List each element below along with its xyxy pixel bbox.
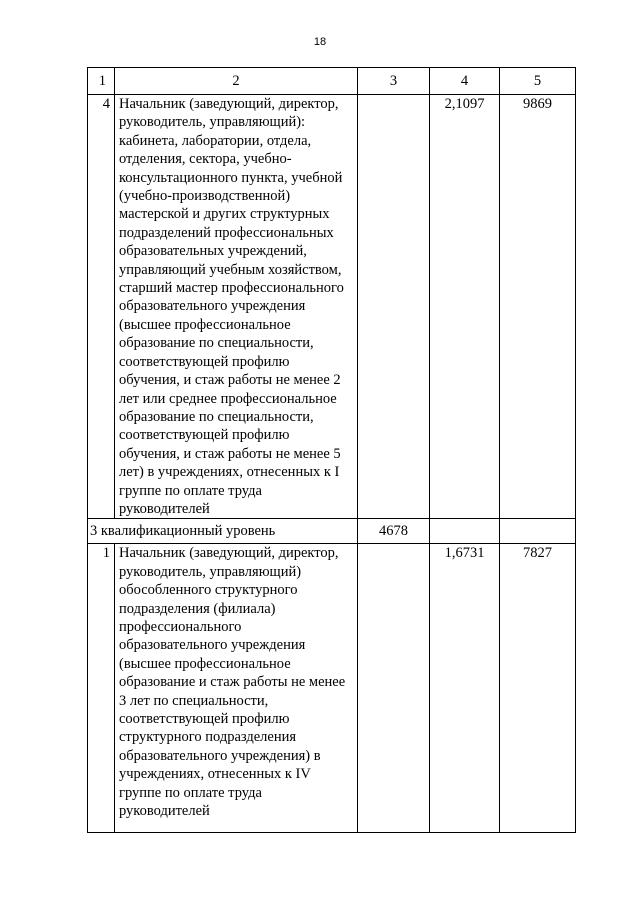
- table-row: [88, 95, 576, 519]
- row-salary: 7827: [500, 544, 576, 833]
- row-description: Начальник (заведующий, директор, руководитель, управляющий): кабинета, лаборатории, отдела, отделения, сектора, учебно-консультационного пункта, учебной (учебно-производственной) мастерской и других структурных подразделений профессиональных образовательных учреждений, управляющий учебным хозяйством, старший мастер профессионального образовательного учреждения (высшее профессиональное образование по специальности, соответствующей профилю обучения, и стаж работы не менее 2 лет или среднее профессиональное образование по специальности, соответствующей профилю обучения, и стаж работы не менее 5 лет) в учреждениях, отнесенных к I группе по оплате труда руководителей: [115, 95, 358, 519]
- row-coefficient: 2,1097: [430, 95, 500, 519]
- row-description: Начальник (заведующий, директор, руководитель, управляющий) обособленного структурного подразделения (филиала) профессионального образовательного учреждения (высшее профессиональное образование и стаж работы не менее 3 лет по специальности, соответствующей профилю структурного подразделения образовательного учреждения) в учреждениях, отнесенных к IV группе по оплате труда руководителей: [115, 544, 358, 833]
- table-header-row: [88, 68, 576, 95]
- table-row: [88, 544, 576, 833]
- qualification-level-label: 3 квалификационный уровень: [88, 519, 358, 544]
- salary-table: [87, 67, 576, 833]
- header-cell-2: 2: [115, 68, 358, 95]
- level-empty-cell-5: [500, 519, 576, 544]
- row-number: 1: [88, 544, 115, 833]
- page-number: 18: [313, 36, 327, 48]
- row-number: 4: [88, 95, 115, 519]
- header-cell-3: 3: [358, 68, 430, 95]
- qualification-level-base: 4678: [358, 519, 430, 544]
- row-col3: [358, 544, 430, 833]
- level-empty-cell-4: [430, 519, 500, 544]
- qualification-level-row: [88, 519, 576, 544]
- header-cell-4: 4: [430, 68, 500, 95]
- row-coefficient: 1,6731: [430, 544, 500, 833]
- header-cell-5: 5: [500, 68, 576, 95]
- row-col3: [358, 95, 430, 519]
- row-salary: 9869: [500, 95, 576, 519]
- header-cell-1: 1: [88, 68, 115, 95]
